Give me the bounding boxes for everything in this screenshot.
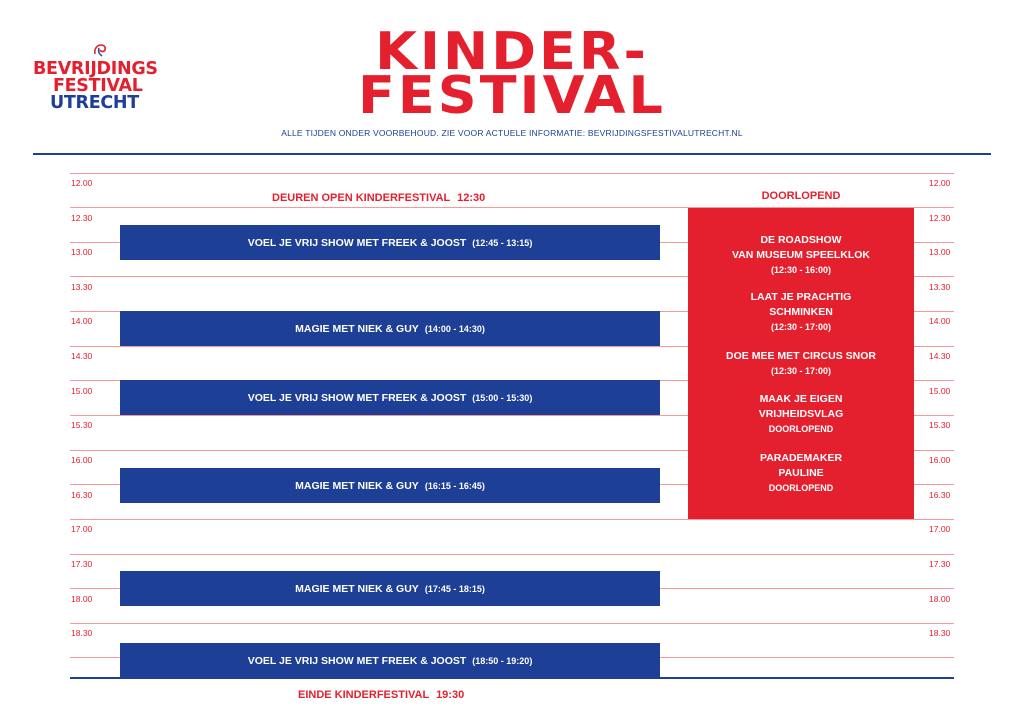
doors-open-time: 12:30 <box>457 192 486 204</box>
event-time: (17:45 - 18:15) <box>424 583 485 594</box>
time-label-left: 14.30 <box>71 351 93 361</box>
time-label-right: 12.30 <box>929 213 951 223</box>
activity-schminken <box>688 290 914 334</box>
grid-line <box>70 554 954 555</box>
time-label-left: 17.00 <box>71 524 93 534</box>
title-line-1: KINDER- <box>375 21 649 82</box>
activity-line: DOE MEE MET CIRCUS SNOR <box>726 350 876 362</box>
activity-time: (12:30 - 16:00) <box>770 265 832 275</box>
time-label-right: 14.00 <box>929 316 951 326</box>
event-block <box>120 643 660 678</box>
time-label-right: 16.30 <box>929 490 951 500</box>
time-label-left: 13.00 <box>71 247 93 257</box>
time-label-right: 15.00 <box>929 386 951 396</box>
activity-roadshow <box>688 233 914 277</box>
time-label-right: 17.00 <box>929 524 951 534</box>
logo-line-2: FESTIVAL <box>53 76 143 96</box>
event-time: (14:00 - 14:30) <box>424 323 485 334</box>
activity-time: DOORLOPEND <box>768 424 834 434</box>
activity-time: (12:30 - 17:00) <box>770 366 832 376</box>
activity-line: MAAK JE EIGEN <box>759 393 843 405</box>
activity-line: SCHMINKEN <box>769 306 833 318</box>
event-name: VOEL JE VRIJ SHOW MET FREEK & JOOST <box>247 236 467 249</box>
logo-line-3: UTRECHT <box>50 93 139 113</box>
title-line-2: FESTIVAL <box>358 65 666 126</box>
event-name: MAGIE MET NIEK & GUY <box>295 479 419 492</box>
event-time: (12:45 - 13:15) <box>472 237 533 248</box>
activity-line: VRIJHEIDSVLAG <box>758 408 844 420</box>
time-label-right: 13.30 <box>929 282 951 292</box>
time-label-left: 17.30 <box>71 559 93 569</box>
time-label-right: 16.00 <box>929 455 951 465</box>
event-block <box>120 468 660 503</box>
time-label-right: 18.00 <box>929 594 951 604</box>
activity-line: VAN MUSEUM SPEELKLOK <box>731 249 871 261</box>
time-label-right: 14.30 <box>929 351 951 361</box>
grid-line <box>70 623 954 624</box>
time-label-right: 13.00 <box>929 247 951 257</box>
activity-line: PARADEMAKER <box>759 452 843 464</box>
header-divider <box>33 153 991 155</box>
activity-circus-snor <box>688 349 914 378</box>
time-label-left: 14.00 <box>71 316 93 326</box>
time-label-left: 18.30 <box>71 628 93 638</box>
activity-line: DE ROADSHOW <box>760 234 842 246</box>
time-label-left: 15.30 <box>71 420 93 430</box>
time-label-right: 17.30 <box>929 559 951 569</box>
time-label-left: 12.00 <box>71 178 93 188</box>
logo-line-1: BEVRIJDINGS <box>33 59 158 79</box>
event-name: MAGIE MET NIEK & GUY <box>295 582 419 595</box>
event-block <box>120 380 660 415</box>
activity-parademaker <box>688 451 914 495</box>
activity-vrijheidsvlag <box>688 392 914 436</box>
event-time: (16:15 - 16:45) <box>424 480 485 491</box>
grid-line <box>70 173 954 174</box>
event-time: (15:00 - 15:30) <box>472 392 533 403</box>
event-name: VOEL JE VRIJ SHOW MET FREEK & JOOST <box>247 391 467 404</box>
time-label-right: 12.00 <box>929 178 951 188</box>
event-time: (18:50 - 19:20) <box>472 655 533 666</box>
time-label-left: 13.30 <box>71 282 93 292</box>
doors-open-text: DEUREN OPEN KINDERFESTIVAL <box>272 192 451 204</box>
continuous-header: DOORLOPEND <box>761 190 841 202</box>
time-label-left: 16.00 <box>71 455 93 465</box>
event-name: MAGIE MET NIEK & GUY <box>295 322 419 335</box>
disclaimer-text: ALLE TIJDEN ONDER VOORBEHOUD. ZIE VOOR ACTUELE INFORMATIE: BEVRIJDINGSFESTIVALUTRECHT.NL <box>281 128 743 138</box>
time-label-left: 16.30 <box>71 490 93 500</box>
activity-time: (12:30 - 17:00) <box>770 322 832 332</box>
footer-divider <box>70 677 954 679</box>
end-text: EINDE KINDERFESTIVAL <box>298 689 429 701</box>
activity-line: LAAT JE PRACHTIG <box>750 291 852 303</box>
time-label-left: 18.00 <box>71 594 93 604</box>
activity-line: PAULINE <box>778 467 824 479</box>
end-time: 19:30 <box>436 689 465 701</box>
activity-time: DOORLOPEND <box>768 483 834 493</box>
end-label <box>298 689 464 701</box>
time-label-right: 18.30 <box>929 628 951 638</box>
event-name: VOEL JE VRIJ SHOW MET FREEK & JOOST <box>247 654 467 667</box>
doors-open-label <box>272 192 485 204</box>
time-label-left: 12.30 <box>71 213 93 223</box>
time-label-left: 15.00 <box>71 386 93 396</box>
time-label-right: 15.30 <box>929 420 951 430</box>
grid-line <box>70 519 954 520</box>
event-block <box>120 311 660 346</box>
event-block <box>120 571 660 606</box>
event-block <box>120 225 660 260</box>
